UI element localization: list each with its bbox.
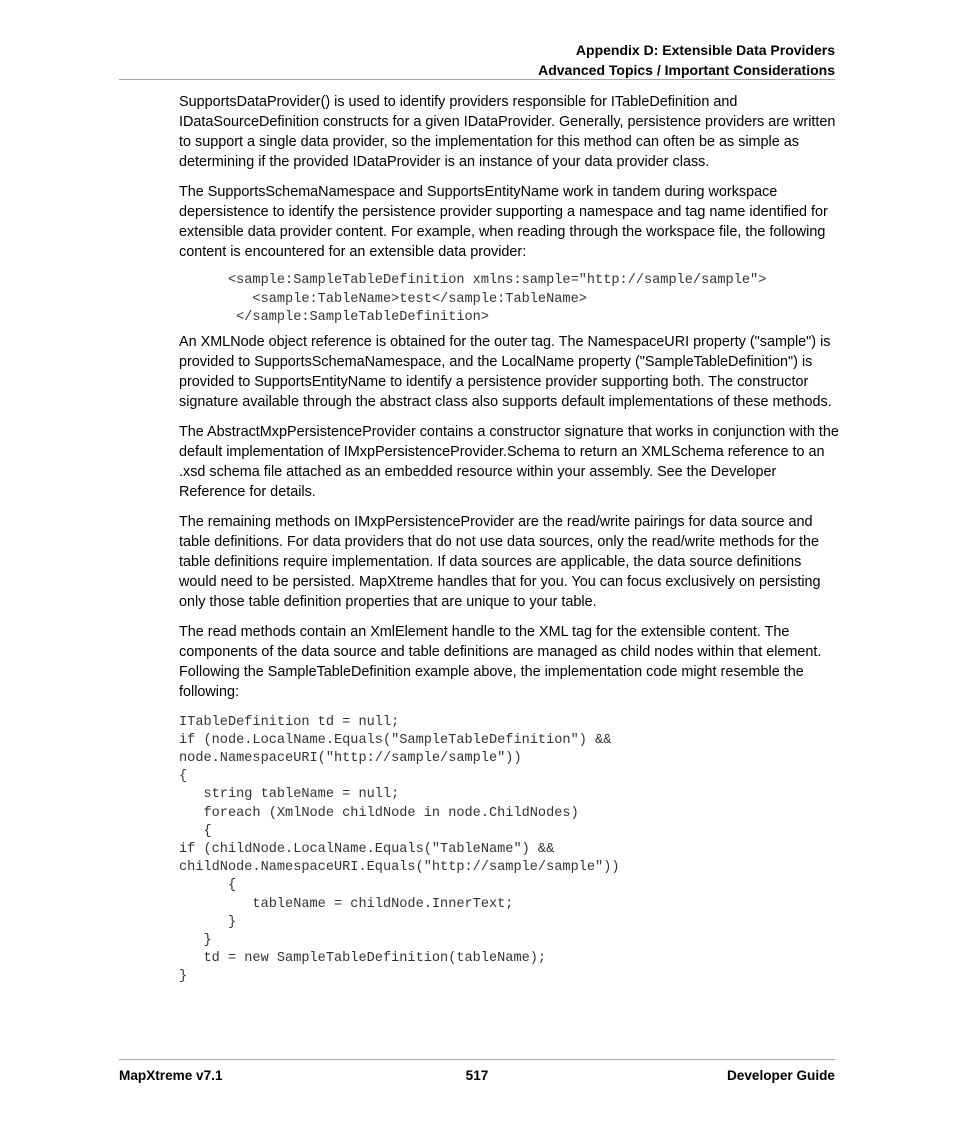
footer-divider — [119, 1059, 835, 1060]
code-line: { — [179, 769, 188, 785]
header-chapter-title: Appendix D: Extensible Data Providers — [575, 42, 835, 58]
footer-product-name: MapXtreme v7.1 — [119, 1068, 223, 1083]
header-section-title: Advanced Topics / Important Considerations — [538, 62, 835, 78]
xml-sample-block — [179, 272, 839, 328]
header-divider — [119, 79, 835, 80]
page-number: 517 — [465, 1068, 489, 1083]
code-line: tableName = childNode.InnerText; — [179, 896, 514, 912]
page-body — [179, 92, 839, 987]
code-line: { — [179, 823, 212, 839]
code-line: if (node.LocalName.Equals("SampleTableDefinition") && — [179, 732, 612, 748]
xml-sample-line: <sample:TableName>test</sample:TableName> — [179, 291, 587, 307]
code-line: } — [179, 914, 237, 930]
code-line: childNode.NamespaceURI.Equals("http://sample/sample")) — [179, 860, 620, 876]
body-paragraph: The remaining methods on IMxpPersistenceProvider are the read/write pairings for data source and table definitions. For data providers that do not use data sources, only the read/write methods for the table definitions require implementation. If data sources are applicable, the data source definitions would need to be persisted. MapXtreme handles that for you. You can focus exclusively on persisting only those table definition properties that are unique to your table. — [179, 513, 821, 610]
code-line: node.NamespaceURI("http://sample/sample")) — [179, 750, 522, 766]
code-block — [179, 714, 839, 987]
xml-sample-line: </sample:SampleTableDefinition> — [179, 310, 489, 325]
code-line: td = new SampleTableDefinition(tableName); — [179, 951, 547, 967]
code-line: } — [179, 932, 212, 948]
page-footer — [119, 1066, 835, 1086]
body-paragraph: SupportsDataProvider() is used to identify providers responsible for ITableDefinition and IDataSourceDefinition constructs for a given IDataProvider. Generally, persistence providers are written to support a single data provider, so the implementation for this method can often be as simple as determining if the provided IDataProvider is an instance of your data provider class. — [179, 94, 836, 170]
body-paragraph: An XMLNode object reference is obtained for the outer tag. The NamespaceURI property ("sample") is provided to SupportsSchemaNamespace, and the LocalName property ("SampleTableDefinition") is provided to SupportsEntityName to identify a persistence provider supporting both. The constructor signature available through the abstract class also supports default implementations of these methods. — [179, 333, 832, 410]
code-line: { — [179, 878, 237, 894]
page-header — [119, 40, 835, 80]
code-line: } — [179, 969, 188, 985]
footer-guide-title: Developer Guide — [726, 1068, 835, 1083]
body-paragraph: The read methods contain an XmlElement handle to the XML tag for the extensible content. The components of the data source and table definitions are managed as child nodes within that element. Following the SampleTableDefinition example above, the implementation code might resemble the following: — [179, 623, 822, 700]
code-line: if (childNode.LocalName.Equals("TableName") && — [179, 841, 555, 857]
code-line: foreach (XmlNode childNode in node.ChildNodes) — [179, 805, 579, 821]
code-line: ITableDefinition td = null; — [179, 714, 400, 730]
body-paragraph: The SupportsSchemaNamespace and SupportsEntityName work in tandem during workspace depersistence to identify the persistence provider supporting a namespace and tag name identified for extensible data provider content. For example, when reading through the workspace file, the following content is encountered for an extensible data provider: — [179, 184, 828, 260]
code-line: string tableName = null; — [179, 787, 400, 803]
body-paragraph: The AbstractMxpPersistenceProvider contains a constructor signature that works in conjunction with the default implementation of IMxpPersistenceProvider.Schema to return an XMLSchema reference to an .xsd schema file attached as an embedded resource within your assembly. See the Developer Reference for details. — [179, 423, 839, 500]
xml-sample-line: <sample:SampleTableDefinition xmlns:sample="http://sample/sample"> — [179, 273, 767, 288]
